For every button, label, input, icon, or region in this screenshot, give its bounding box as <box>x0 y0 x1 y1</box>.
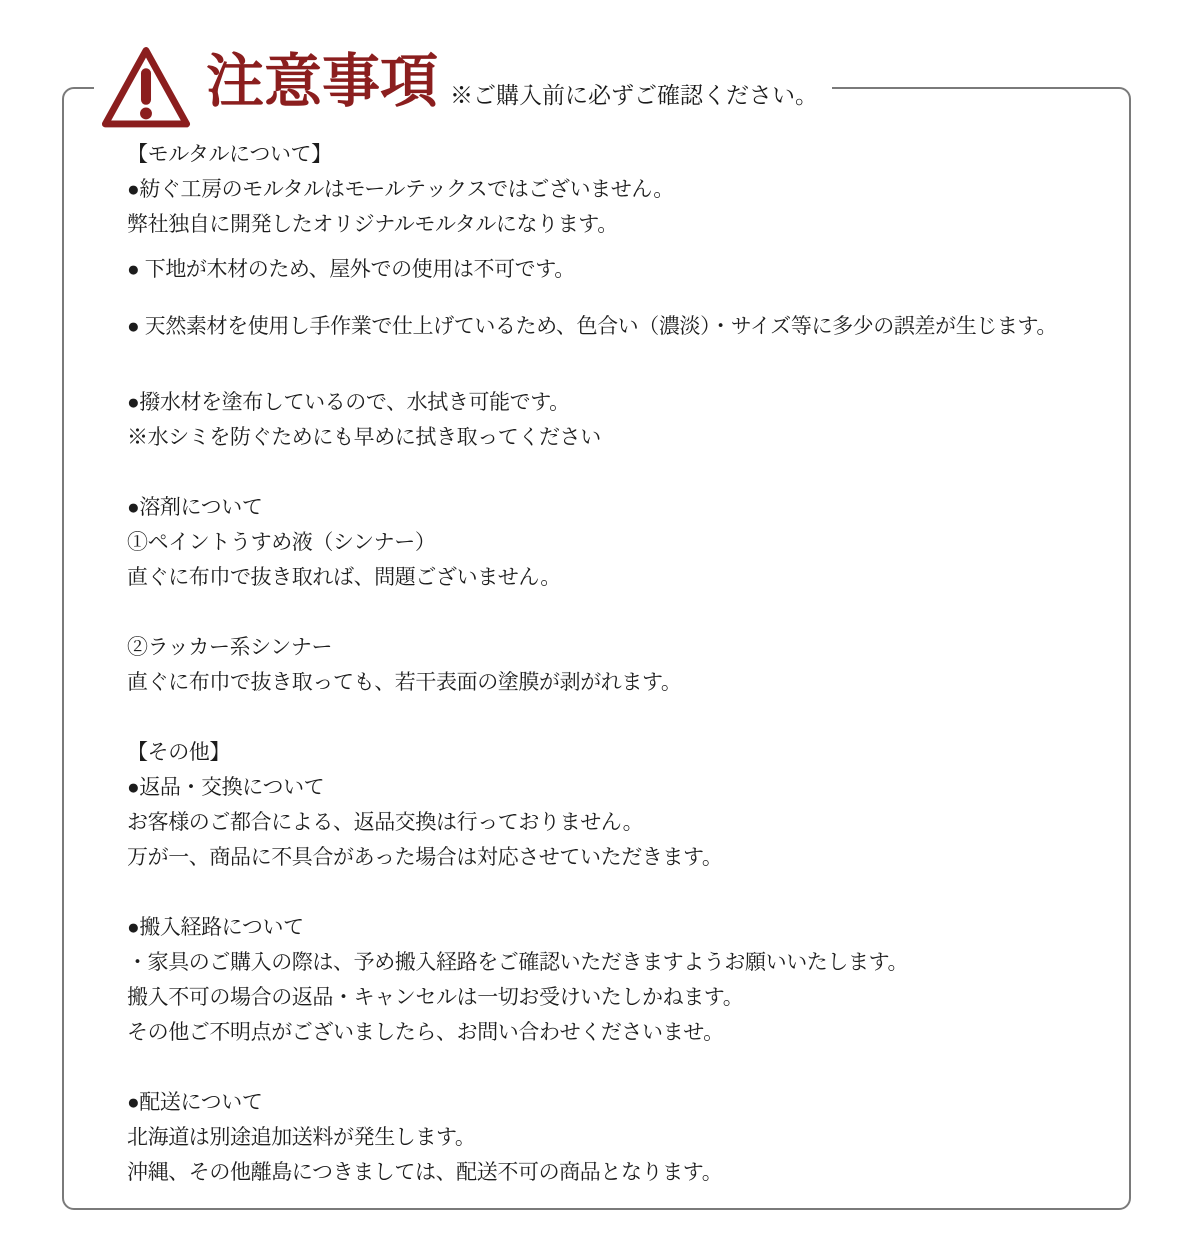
notice-line: ●返品・交換について <box>127 776 325 799</box>
section-others-returns <box>127 735 1099 875</box>
notice-line: 直ぐに布巾で抜き取っても、若干表面の塗膜が剥がれます。 <box>127 671 682 694</box>
notice-line: 搬入不可の場合の返品・キャンセルは一切お受けいたしかねます。 <box>127 986 744 1009</box>
header-confirm-note: ※ご購入前に必ずご確認ください。 <box>450 81 819 108</box>
notice-line: お客様のご都合による、返品交換は行っておりません。 <box>127 811 644 834</box>
section-delivery-route <box>127 910 1099 1050</box>
notice-body <box>127 137 1099 1190</box>
notice-line: その他ご不明点がございましたら、お問い合わせくださいませ。 <box>127 1021 724 1044</box>
section-solvent-paint-thinner <box>127 490 1099 595</box>
notice-line: 北海道は別途追加送料が発生します。 <box>127 1126 476 1149</box>
notice-line: 万が一、商品に不具合があった場合は対応させていただきます。 <box>127 846 723 869</box>
section-heading: ●溶剤について <box>127 496 263 519</box>
section-solvent-lacquer-thinner <box>127 630 1099 700</box>
section-heading: 【その他】 <box>127 741 230 764</box>
notice-line: 弊社独自に開発したオリジナルモルタルになります。 <box>127 213 618 236</box>
notice-line: ● 天然素材を使用し手作業で仕上げているため、色合い（濃淡）・サイズ等に多少の誤差が生じます。 <box>127 315 1058 338</box>
notice-box <box>62 49 1131 1210</box>
section-water-repellent-note <box>127 385 1099 455</box>
section-wood-base-note <box>127 252 1099 287</box>
notice-line: 直ぐに布巾で抜き取れば、問題ございません。 <box>127 566 561 589</box>
notice-line: ● 下地が木材のため、屋外での使用は不可です。 <box>127 258 575 281</box>
notice-line: ●撥水材を塗布しているので、水拭き可能です。 <box>127 391 570 414</box>
warning-triangle-icon <box>100 45 192 129</box>
section-shipping <box>127 1085 1099 1190</box>
page-title: 注意事項 <box>206 49 439 114</box>
notice-line: ●紡ぐ工房のモルタルはモールテックスではございません。 <box>127 178 674 201</box>
section-heading: ●配送について <box>127 1091 263 1114</box>
section-natural-material-note <box>127 309 1099 344</box>
notice-line: ※水シミを防ぐためにも早めに拭き取ってください <box>127 426 601 449</box>
notice-line: ②ラッカー系シンナー <box>127 636 333 659</box>
section-mortar-about <box>127 137 1099 242</box>
notice-header <box>94 40 832 134</box>
section-heading: 【モルタルについて】 <box>127 143 332 166</box>
notice-line: ・家具のご購入の際は、予め搬入経路をご確認いただきますようお願いいたします。 <box>127 951 909 974</box>
notice-line: 沖縄、その他離島につきましては、配送不可の商品となります。 <box>127 1161 723 1184</box>
notice-line: ①ペイントうすめ液（シンナー） <box>127 531 436 554</box>
section-heading: ●搬入経路について <box>127 916 304 939</box>
